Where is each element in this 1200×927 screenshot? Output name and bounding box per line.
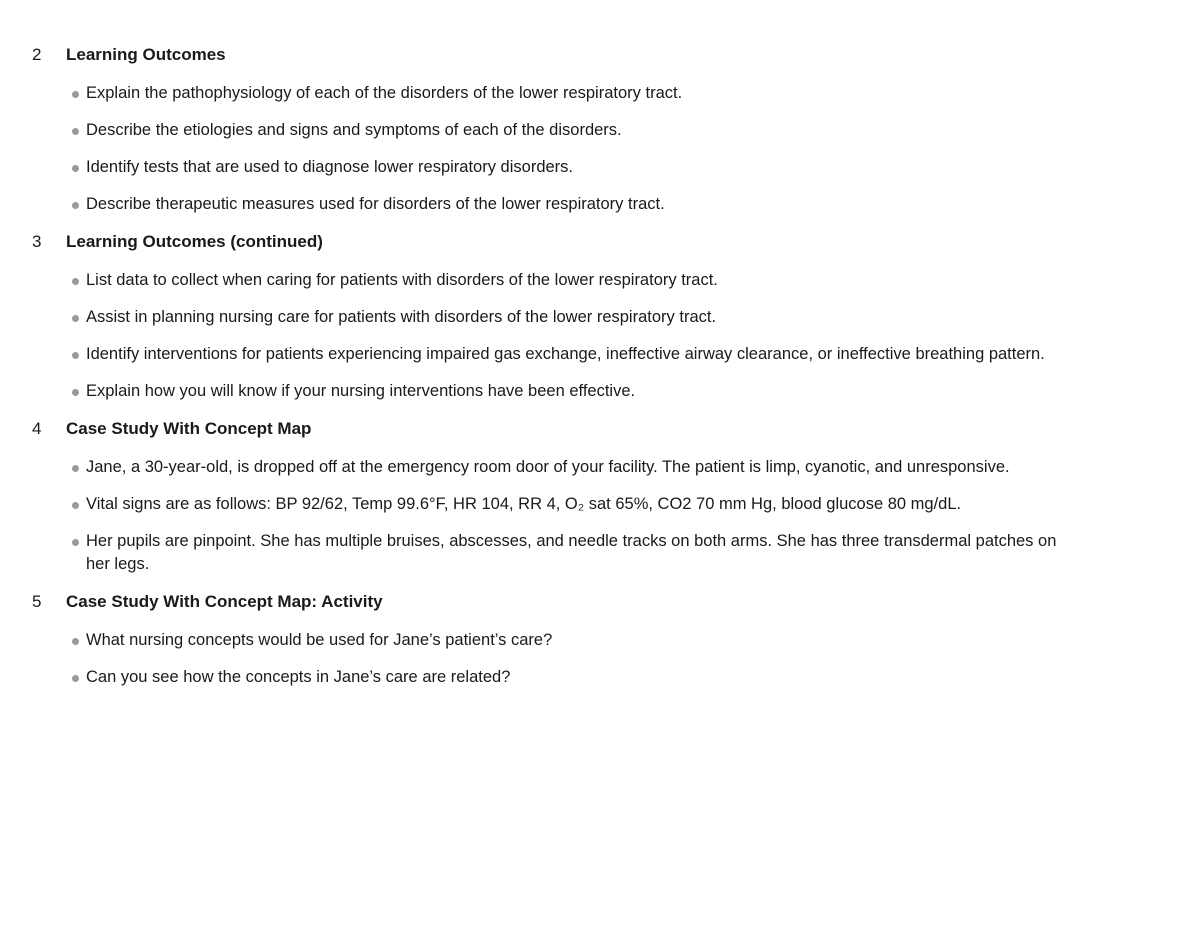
document-viewport[interactable] xyxy=(0,45,1200,819)
bullet-icon xyxy=(72,465,79,472)
slide-title: Case Study With Concept Map xyxy=(66,419,312,438)
bullet-item xyxy=(72,530,1100,576)
bullet-text: Vital signs are as follows: BP 92/62, Temp 99.6°F, HR 104, RR 4, O₂ sat 65%, CO2 70 mm Hg, blood glucose 80 mg/dL. xyxy=(86,495,962,513)
bullet-icon xyxy=(72,502,79,509)
bullet-icon xyxy=(72,91,79,98)
bullet-text: List data to collect when caring for patients with disorders of the lower respiratory tract. xyxy=(86,271,718,289)
slide-number: 5 xyxy=(32,592,42,611)
bullet-text: Describe the etiologies and signs and symptoms of each of the disorders. xyxy=(86,121,622,139)
bullet-icon xyxy=(72,128,79,135)
slide-number: 3 xyxy=(32,232,42,251)
bullet-text: Assist in planning nursing care for patients with disorders of the lower respiratory tract. xyxy=(86,308,717,326)
bullet-item xyxy=(72,156,1100,179)
bullet-text: Identify interventions for patients experiencing impaired gas exchange, ineffective airway clearance, or ineffective breathing pattern. xyxy=(86,345,1045,363)
bullet-text: Jane, a 30-year-old, is dropped off at the emergency room door of your facility. The patient is limp, cyanotic, and unresponsive. xyxy=(86,458,1010,476)
bullet-icon xyxy=(72,389,79,396)
bullet-item xyxy=(72,629,1100,652)
bullet-icon xyxy=(72,675,79,682)
slide-5 xyxy=(0,589,1200,689)
bullet-item xyxy=(72,666,1100,689)
bullet-icon xyxy=(72,352,79,359)
bullet-text: Explain how you will know if your nursing interventions have been effective. xyxy=(86,382,636,400)
slide-4 xyxy=(0,416,1200,576)
bullet-icon xyxy=(72,539,79,546)
bullet-list xyxy=(32,82,1100,216)
slide-number: 2 xyxy=(32,45,42,64)
slide-heading xyxy=(32,416,1100,442)
bullet-item xyxy=(72,493,1100,516)
slide-title: Case Study With Concept Map: Activity xyxy=(66,592,383,611)
bullet-list xyxy=(32,629,1100,689)
bullet-item xyxy=(72,119,1100,142)
bullet-item xyxy=(72,82,1100,105)
slide-number: 4 xyxy=(32,419,42,438)
bullet-text: Her pupils are pinpoint. She has multiple bruises, abscesses, and needle tracks on both arms. She has three transdermal patches on her legs. xyxy=(86,532,1094,573)
bullet-text: Describe therapeutic measures used for disorders of the lower respiratory tract. xyxy=(86,195,665,213)
bullet-item xyxy=(72,193,1100,216)
bullet-text: What nursing concepts would be used for Jane’s patient’s care? xyxy=(86,631,553,649)
bullet-text: Explain the pathophysiology of each of the disorders of the lower respiratory tract. xyxy=(86,84,683,102)
bullet-list xyxy=(32,269,1100,403)
slide-heading xyxy=(32,42,1100,68)
bullet-text: Can you see how the concepts in Jane’s care are related? xyxy=(86,668,511,686)
slide-title: Learning Outcomes (continued) xyxy=(66,232,323,251)
slide-heading xyxy=(32,589,1100,615)
bullet-icon xyxy=(72,638,79,645)
bullet-list xyxy=(32,456,1100,576)
bullet-item xyxy=(72,456,1100,479)
bullet-item xyxy=(72,343,1100,366)
slide-2 xyxy=(0,42,1200,216)
bullet-icon xyxy=(72,315,79,322)
bullet-item xyxy=(72,306,1100,329)
bullet-icon xyxy=(72,278,79,285)
bullet-item xyxy=(72,380,1100,403)
slide-title: Learning Outcomes xyxy=(66,45,226,64)
bullet-text: Identify tests that are used to diagnose lower respiratory disorders. xyxy=(86,158,573,176)
bullet-icon xyxy=(72,202,79,209)
bullet-icon xyxy=(72,165,79,172)
slide-heading xyxy=(32,229,1100,255)
bullet-item xyxy=(72,269,1100,292)
slide-3 xyxy=(0,229,1200,403)
